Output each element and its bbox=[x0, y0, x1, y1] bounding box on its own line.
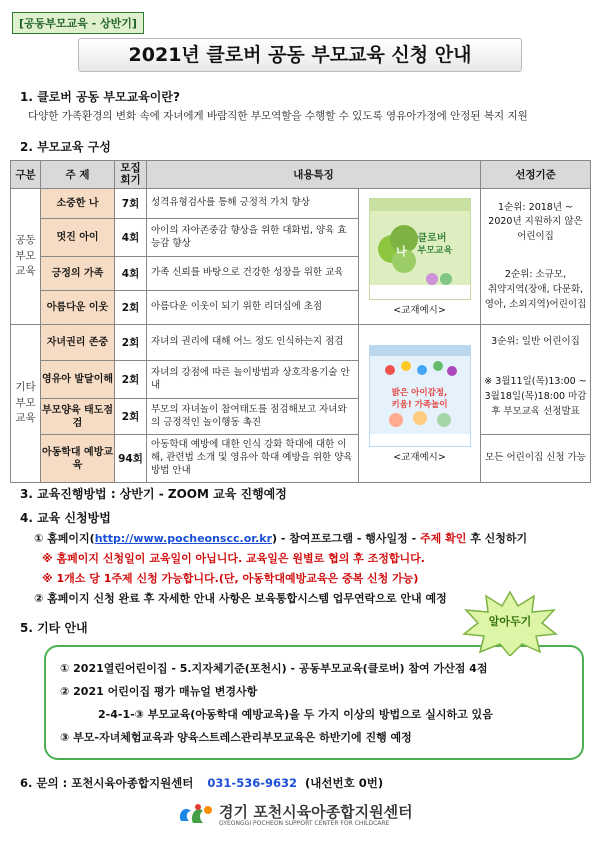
header-cell: 모집 회기 bbox=[115, 161, 147, 189]
notice-item: ③ 부모-자녀체험교육과 양육스트레스관리부모교육은 하반기에 진행 예정 bbox=[60, 731, 412, 744]
book-cell bbox=[359, 325, 481, 483]
criteria-line: 3순위: 일반 어린이집 bbox=[491, 336, 580, 348]
notice-item: ② 2021 어린이집 평가 매뉴얼 변경사항 bbox=[60, 685, 258, 698]
header-cell: 내용특징 bbox=[147, 161, 481, 189]
book-title-2: 키움! 가족놀이 bbox=[391, 399, 448, 410]
contact-label: 6. 문의 : 포천시육아종합지원센터 bbox=[20, 776, 194, 790]
apply-step-1-prefix: ① 홈페이지( bbox=[34, 532, 95, 545]
desc-cell: 성격유형검사를 통해 긍정적 가치 향상 bbox=[147, 189, 359, 219]
topic-cell: 소중한 나 bbox=[41, 189, 115, 219]
criteria-cell bbox=[481, 325, 591, 361]
section-1-text: 다양한 가족환경의 변화 속에 자녀에게 바람직한 부모역할을 수행할 수 있도록 영유아가정에 안정된 복지 지원 bbox=[28, 110, 528, 122]
count-cell: 4회 bbox=[115, 257, 147, 291]
criteria-cell: 모든 어린이집 신청 가능 bbox=[481, 435, 591, 483]
count-cell: 2회 bbox=[115, 361, 147, 399]
topic-cell: 긍정의 가족 bbox=[41, 257, 115, 291]
notice-item: ① 2021열린어린이집 - 5.지자체기준(포천시) - 공동부모교육(클로버) 참여 가산점 4점 bbox=[60, 662, 488, 675]
criteria-line: 취약지역(장애, 다문화, bbox=[487, 283, 584, 295]
header-cell: 주 제 bbox=[41, 161, 115, 189]
criteria-line: ※ 3월11일(목)13:00 ~ bbox=[484, 376, 587, 388]
count-cell: 94회 bbox=[115, 435, 147, 483]
table-row bbox=[11, 325, 591, 361]
section-2-heading: 2. 부모교육 구성 bbox=[20, 140, 111, 154]
page-title: 2021년 클로버 공동 부모교육 신청 안내 bbox=[78, 38, 522, 72]
group-label: 기타 부모 교육 bbox=[11, 325, 41, 483]
table-row bbox=[11, 189, 591, 219]
section-4-heading: 4. 교육 신청방법 bbox=[20, 511, 111, 525]
header-cell: 선정기준 bbox=[481, 161, 591, 189]
contact-line bbox=[20, 775, 383, 791]
book-title-2: 부모교육 bbox=[417, 245, 453, 256]
desc-cell: 아름다운 이웃이 되기 위한 리더십에 초점 bbox=[147, 291, 359, 325]
apply-step-1-middle: ) - 참여프로그램 - 행사일정 - bbox=[272, 532, 421, 545]
desc-cell: 자녀의 권리에 대해 어느 정도 인식하는지 점검 bbox=[147, 325, 359, 361]
homepage-link[interactable]: http://www.pocheonscc.or.kr bbox=[94, 532, 273, 545]
header-cell: 구분 bbox=[11, 161, 41, 189]
section-5-heading: 5. 기타 안내 bbox=[20, 621, 88, 635]
count-cell: 2회 bbox=[115, 399, 147, 435]
topic-cell: 멋진 아이 bbox=[41, 219, 115, 257]
desc-cell: 아동학대 예방에 대한 인식 강화 학대에 대한 이해, 관련법 소개 및 영유아 학대 예방을 위한 양육방법 안내 bbox=[147, 435, 359, 483]
topic-cell: 자녀권리 존중 bbox=[41, 325, 115, 361]
criteria-line: 후 부모교육 선정발표 bbox=[491, 405, 580, 417]
section-1-heading: 1. 클로버 공동 부모교육이란? bbox=[20, 90, 180, 104]
svg-text:나: 나 bbox=[395, 244, 407, 258]
textbook-image bbox=[369, 198, 471, 300]
apply-step-1-highlight: 주제 확인 bbox=[420, 532, 467, 545]
logo-mark-icon bbox=[175, 801, 215, 829]
topic-cell: 영유아 발달이해 bbox=[41, 361, 115, 399]
criteria-line: 어린이집 bbox=[517, 231, 554, 243]
program-table bbox=[10, 160, 591, 483]
apply-step-1-suffix: 후 신청하기 bbox=[466, 532, 528, 545]
count-cell: 2회 bbox=[115, 325, 147, 361]
criteria-cell bbox=[481, 257, 591, 325]
topic-cell: 아름다운 이웃 bbox=[41, 291, 115, 325]
section-3-heading: 3. 교육진행방법 : 상반기 - ZOOM 교육 진행예정 bbox=[20, 487, 287, 501]
contact-phone: 031-536-9632 bbox=[207, 776, 297, 790]
contact-ext: (내선번호 0번) bbox=[305, 776, 384, 790]
table-row bbox=[11, 257, 591, 291]
desc-cell: 가족 신뢰를 바탕으로 건강한 성장을 위한 교육 bbox=[147, 257, 359, 291]
topic-cell: 부모양육 태도점검 bbox=[41, 399, 115, 435]
count-cell: 7회 bbox=[115, 189, 147, 219]
notice-1: ※ 홈페이지 신청일이 교육일이 아닙니다. 교육일은 원별로 협의 후 조정합니다. bbox=[42, 552, 425, 565]
notice-badge-label: 알아두기 bbox=[488, 615, 532, 628]
criteria-line: 1순위: 2018년 ~ bbox=[498, 201, 573, 213]
topic-cell: 아동학대 예방교육 bbox=[41, 435, 115, 483]
table-row bbox=[11, 435, 591, 483]
criteria-line: 2순위: 소규모, bbox=[504, 269, 567, 281]
count-cell: 4회 bbox=[115, 219, 147, 257]
notice-item: 2-4-1-③ 부모교육(아동학대 예방교육)을 두 가지 이상의 방법으로 실시하고 있음 bbox=[98, 708, 493, 721]
book-caption: <교재예시> bbox=[393, 304, 446, 316]
book-title-1: 밝은 아이감정, bbox=[391, 387, 448, 398]
group-label: 공동 부모 교육 bbox=[11, 189, 41, 325]
apply-step-1 bbox=[34, 530, 527, 546]
section-tag: [공동부모교육 - 상반기] bbox=[12, 12, 144, 34]
book-title-1: 클로버 bbox=[417, 232, 447, 244]
desc-cell: 아이의 자아존중감 향상을 위한 대화법, 양육 효능감 향상 bbox=[147, 219, 359, 257]
book-caption: <교재예시> bbox=[393, 451, 446, 463]
criteria-line: 영아, 소외지역)어린이집 bbox=[484, 298, 587, 310]
table-row bbox=[11, 361, 591, 399]
desc-cell: 부모의 자녀놀이 참여태도를 점검해보고 자녀와의 긍정적인 놀이행동 촉진 bbox=[147, 399, 359, 435]
criteria-cell bbox=[481, 189, 591, 257]
table-header-row bbox=[11, 161, 591, 189]
textbook-image bbox=[369, 345, 471, 447]
logo-subtitle: GYEONGGI POCHEON SUPPORT CENTER FOR CHILDCARE bbox=[219, 820, 390, 827]
notice-2: ※ 1개소 당 1주제 신청 가능합니다.(단, 아동학대예방교육은 중복 신청 가능) bbox=[42, 572, 419, 585]
criteria-cell bbox=[481, 361, 591, 435]
logo-name: 경기 포천시육아종합지원센터 bbox=[219, 803, 413, 821]
apply-step-2: ② 홈페이지 신청 완료 후 자세한 안내 사항은 보육통합시스템 업무연락으로 안내 예정 bbox=[34, 592, 447, 605]
criteria-line: 2020년 지원하지 않은 bbox=[488, 216, 583, 228]
desc-cell: 자녀의 강점에 따른 놀이방법과 상호작용기술 안내 bbox=[147, 361, 359, 399]
book-cell bbox=[359, 189, 481, 325]
count-cell: 2회 bbox=[115, 291, 147, 325]
criteria-line: 3월18일(목)18:00 마감 bbox=[484, 390, 587, 402]
